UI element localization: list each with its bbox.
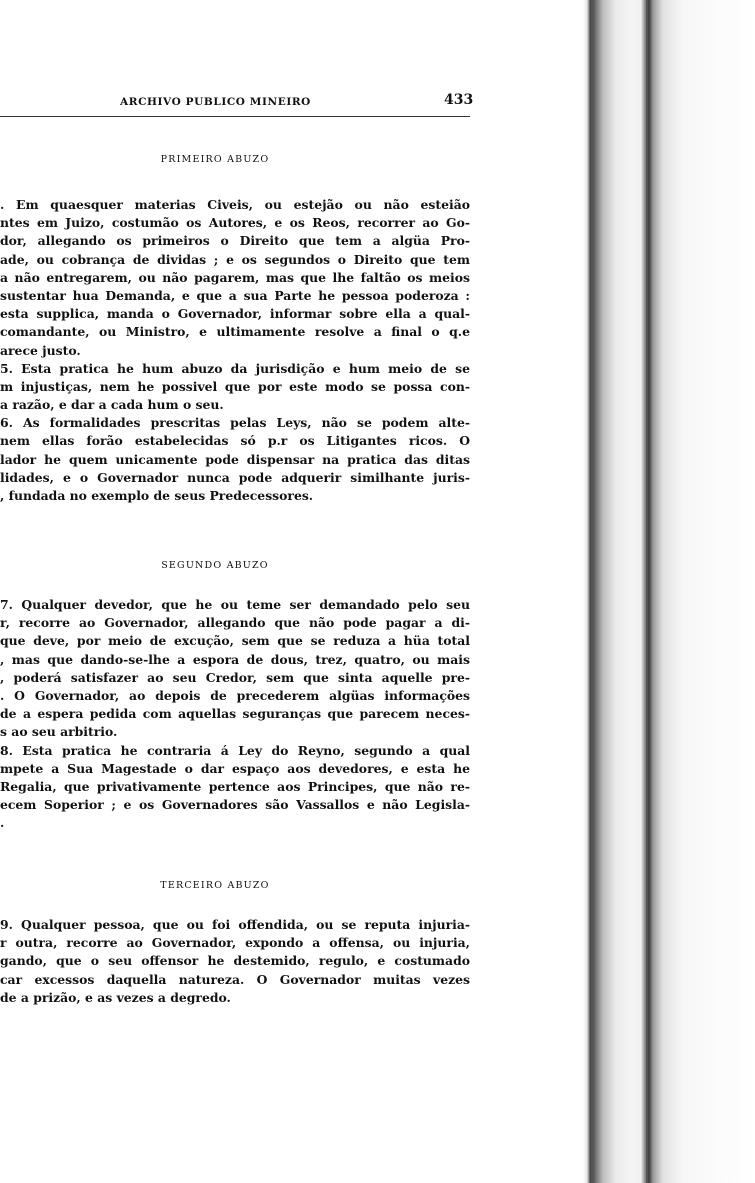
gutter-edge-line	[591, 0, 593, 1183]
text-line: r outra, recorre ao Governador, expondo a offensa, ou injuria,	[0, 935, 470, 951]
gutter-edge-line	[646, 0, 648, 1183]
section-heading-segundo: SEGUNDO ABUZO	[161, 560, 269, 571]
text-line: lidades, e o Governador nunca pode adquerir similhante juris-	[0, 469, 470, 485]
text-line: car excessos daquella natureza. O Governador muitas vezes	[0, 971, 470, 987]
text-line: 6. As formalidades prescritas pelas Leys, não se podem alte-	[0, 415, 470, 431]
text-line: ecem Soperior ; e os Governadores são Vassallos e não Legisla-	[0, 797, 470, 813]
text-line: de a espera pedida com aquellas seguranças que parecem neces-	[0, 706, 470, 722]
text-line: esta supplica, manda o Governador, informar sobre ella a qual-	[0, 306, 470, 322]
page-number: 433	[444, 92, 474, 108]
text-line: .	[0, 815, 5, 831]
text-line: comandante, ou Ministro, e ultimamente resolve a final o q.e	[0, 324, 470, 340]
text-line: sustentar hua Demanda, e que a sua Parte he pessoa poderoza :	[0, 287, 470, 303]
text-line: . O Governador, ao depois de precederem algüas informações	[0, 687, 470, 703]
section-heading-terceiro: TERCEIRO ABUZO	[160, 880, 270, 891]
text-line: 5. Esta pratica he hum abuzo da jurisdição e hum meio de se	[0, 360, 470, 376]
text-line: m injustiças, nem he possivel que por este modo se possa con-	[0, 378, 470, 394]
section-heading-primeiro: PRIMEIRO ABUZO	[160, 154, 270, 165]
text-line: lador he quem unicamente pode dispensar na pratica das ditas	[0, 451, 470, 467]
text-line: . Em quaesquer materias Civeis, ou estejão ou não esteião	[0, 197, 470, 212]
text-line: 7. Qualquer devedor, que he ou teme ser demandado pelo seu	[0, 597, 470, 612]
text-line: nem ellas forão estabelecidas só p.r os Litigantes ricos. O	[0, 433, 470, 449]
text-line: a não entregarem, ou não pagarem, mas que lhe faltão os meios	[0, 269, 470, 285]
text-line: ntes em Juizo, costumão os Autores, e os Reos, recorrer ao Go-	[0, 215, 470, 231]
running-title: ARCHIVO PUBLICO MINEIRO	[120, 96, 311, 108]
text-line: , mas que dando-se-lhe a espora de dous, trez, quatro, ou mais	[0, 651, 470, 667]
text-line: de a prizão, e as vezes a degredo.	[0, 989, 231, 1005]
section-body-terceiro	[0, 916, 470, 1007]
text-line: , poderá satisfazer ao seu Credor, sem que sinta aquelle pre-	[0, 669, 470, 685]
text-line: dor, allegando os primeiros o Direito que tem a algüa Pro-	[0, 233, 470, 249]
text-line: gando, que o seu offensor he destemido, regulo, e costumado	[0, 953, 470, 969]
running-head	[0, 92, 474, 112]
text-line: ade, ou cobrança de dividas ; e os segundos o Direito que tem	[0, 251, 470, 267]
header-rule	[0, 116, 470, 117]
text-line: s ao seu arbitrio.	[0, 724, 118, 740]
section-body-segundo	[0, 596, 470, 832]
text-line: r, recorre ao Governador, allegando que não pode pagar a di-	[0, 615, 470, 631]
text-line: Regalia, que privativamente pertence aos Principes, que não re-	[0, 778, 470, 794]
text-line: 8. Esta pratica he contraria á Ley do Reyno, segundo a qual	[0, 742, 470, 758]
text-line: 9. Qualquer pessoa, que ou foi offendida, ou se reputa injuria-	[0, 917, 470, 932]
text-line: que deve, por meio de excução, sem que se reduza a hüa total	[0, 633, 470, 649]
text-line: a razão, e dar a cada hum o seu.	[0, 397, 224, 413]
text-line: , fundada no exemplo de seus Predecessores.	[0, 488, 314, 503]
text-line: arece justo.	[0, 342, 81, 358]
text-line: mpete a Sua Magestade o dar espaço aos devedores, e esta he	[0, 760, 470, 776]
book-gutter	[583, 0, 755, 1183]
section-body-primeiro	[0, 196, 470, 505]
